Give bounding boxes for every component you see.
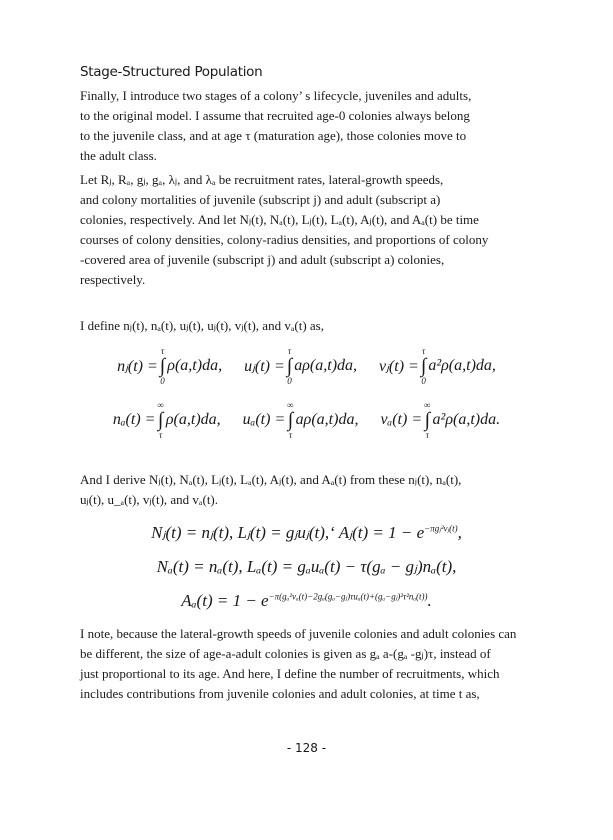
- text-line: -covered area of juvenile (subscript j) and adult (subscript a) colonies,: [80, 252, 445, 267]
- integral-term: [379, 346, 496, 386]
- integrand: aρ(a,t)da,: [294, 357, 358, 374]
- integral-sign: [424, 400, 430, 440]
- equation-exponent: −πgⱼ²vⱼ(t): [424, 523, 458, 534]
- equation-juvenile: [80, 522, 533, 544]
- text-line: I define nⱼ(t), nₐ(t), uⱼ(t), uⱼ(t), vⱼ(t), and vₐ(t) as,: [80, 318, 324, 333]
- integral-term: [244, 346, 357, 386]
- paragraph-definitions: [80, 170, 533, 290]
- integrand: ρ(a,t)da,: [167, 357, 223, 374]
- lhs: uₐ(t) =: [242, 411, 286, 428]
- integral-icon: ∫: [286, 355, 293, 377]
- integral-icon: ∫: [420, 355, 427, 377]
- lower-limit: 0: [160, 376, 165, 386]
- upper-limit: ∞: [287, 400, 294, 410]
- spacer: [80, 294, 533, 316]
- equation-text: Nₐ(t) = nₐ(t), Lₐ(t) = gₐuₐ(t) − τ(gₐ − gⱼ)nₐ(t),: [156, 557, 457, 576]
- text-line: be different, the size of age-a-adult colonies is given as gₐ a-(gₐ -gⱼ)τ, instead of: [80, 646, 491, 661]
- lower-limit: τ: [288, 430, 293, 440]
- text-line: the adult class.: [80, 148, 157, 163]
- integral-sign: [157, 400, 163, 440]
- lower-limit: τ: [159, 430, 163, 440]
- lhs: nⱼ(t) =: [117, 358, 158, 375]
- integral-sign: [160, 346, 165, 386]
- text-line: colonies, respectively. And let Nⱼ(t), Nₐ(t), Lⱼ(t), Lₐ(t), Aⱼ(t), and Aₐ(t) be time: [80, 212, 479, 227]
- lhs: vⱼ(t) =: [379, 358, 419, 375]
- upper-limit: τ: [421, 346, 426, 356]
- integral-row: [80, 400, 533, 440]
- integral-term: [117, 346, 222, 386]
- text-line: and colony mortalities of juvenile (subscript j) and adult (subscript a): [80, 192, 441, 207]
- page-number: - 128 -: [286, 741, 327, 755]
- integral-sign: [421, 346, 426, 386]
- integral-sign: [287, 346, 292, 386]
- integral-term: [113, 400, 221, 440]
- text-line: respectively.: [80, 272, 146, 287]
- integral-icon: ∫: [424, 409, 431, 431]
- spacer: [80, 454, 533, 470]
- equation-exponent: −π(gₐ²vₐ(t)−2gₐ(gₐ−gⱼ)τuₐ(t)+(gₐ−gⱼ)²τ²nₐ(t)): [268, 591, 428, 602]
- integral-icon: ∫: [157, 409, 164, 431]
- integral-icon: ∫: [287, 409, 294, 431]
- lower-limit: τ: [425, 430, 429, 440]
- equation-adult: [80, 556, 533, 578]
- lhs: uⱼ(t) =: [244, 358, 285, 375]
- upper-limit: ∞: [424, 400, 431, 410]
- paragraph-note: [80, 624, 533, 704]
- integrand: ρ(a,t)da,: [165, 411, 221, 428]
- text-line: Finally, I introduce two stages of a colony’ s lifecycle, juveniles and adults,: [80, 88, 472, 103]
- text-line: to the original model. I assume that recruited age-0 colonies always belong: [80, 108, 470, 123]
- equation-adult-area: [80, 590, 533, 612]
- lhs: vₐ(t) =: [380, 411, 423, 428]
- section-heading: Stage-Structured Population: [80, 64, 263, 80]
- paragraph-define-integrals: [80, 316, 533, 336]
- text-line: uⱼ(t), u_ₐ(t), vⱼ(t), and vₐ(t).: [80, 492, 219, 507]
- equation-punct: ,: [457, 523, 462, 542]
- integral-sign: [287, 400, 293, 440]
- integral-term: [243, 400, 359, 440]
- integrand: aρ(a,t)da,: [295, 411, 359, 428]
- integral-row: [80, 346, 533, 386]
- lower-limit: 0: [287, 376, 292, 386]
- text-line: And I derive Nⱼ(t), Nₐ(t), Lⱼ(t), Lₐ(t), Aⱼ(t), and Aₐ(t) from these nⱼ(t), nₐ(t),: [80, 472, 462, 487]
- equation-text: Aₐ(t) = 1 − e: [181, 591, 269, 610]
- lhs: nₐ(t) =: [112, 411, 156, 428]
- text-line: to the juvenile class, and at age τ (maturation age), those colonies move to: [80, 128, 467, 143]
- integral-icon: ∫: [159, 355, 166, 377]
- equation-text: Nⱼ(t) = nⱼ(t), Lⱼ(t) = gⱼuⱼ(t),‘ Aⱼ(t) = 1 − e: [151, 523, 425, 542]
- text-line: just proportional to its age. And here, I define the number of recruitments, which: [80, 666, 500, 681]
- upper-limit: τ: [287, 346, 292, 356]
- integrand: a²ρ(a,t)da,: [428, 357, 496, 374]
- paragraph-intro: [80, 86, 533, 166]
- integral-equations: [80, 346, 533, 440]
- paragraph-derive: [80, 470, 533, 510]
- lower-limit: 0: [421, 376, 426, 386]
- text-line: Let Rⱼ, Rₐ, gⱼ, gₐ, λⱼ, and λₐ be recruitment rates, lateral-growth speeds,: [80, 172, 444, 187]
- text-line: I note, because the lateral-growth speeds of juvenile colonies and adult colonies can: [80, 626, 517, 641]
- integral-term: [380, 400, 500, 440]
- text-line: includes contributions from juvenile colonies and adult colonies, at time t as,: [80, 686, 480, 701]
- upper-limit: ∞: [157, 400, 164, 410]
- integrand: a²ρ(a,t)da.: [432, 411, 501, 428]
- text-line: courses of colony densities, colony-radius densities, and proportions of colony: [80, 232, 489, 247]
- equation-punct: .: [427, 591, 432, 610]
- upper-limit: τ: [160, 346, 165, 356]
